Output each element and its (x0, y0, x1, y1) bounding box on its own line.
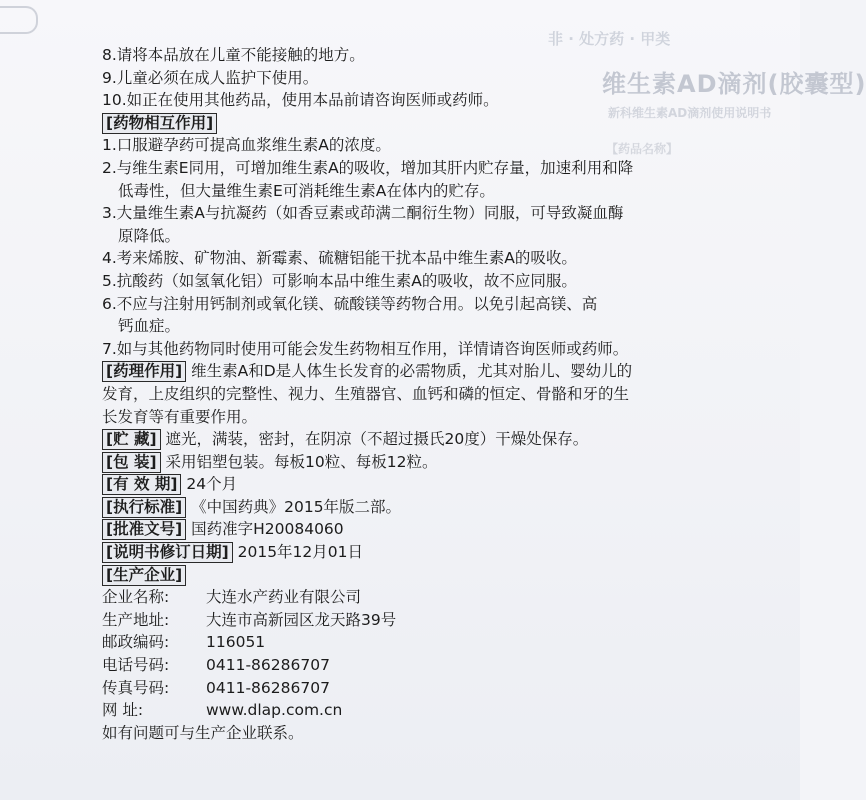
approval-field (102, 518, 702, 541)
pharmacology-section (102, 360, 702, 383)
storage-label: [贮 藏] (102, 429, 161, 450)
interactions-list (102, 134, 702, 360)
validity-label: [有 效 期] (102, 474, 181, 495)
pharmacology-text: 维生素A和D是人体生长发育的必需物质，尤其对胎儿、婴幼儿的 (191, 362, 633, 381)
pharmacology-heading: [药理作用] (102, 361, 186, 382)
website-row (102, 699, 702, 722)
precaution-item-9: 9.儿童必须在成人监护下使用。 (102, 68, 319, 87)
website-key: 网 址: (102, 701, 144, 720)
postcode-key: 邮政编码: (102, 633, 170, 652)
company-name-value: 大连水产药业有限公司 (206, 588, 362, 607)
package-field (102, 451, 702, 474)
phone-value: 0411-86286707 (206, 656, 330, 675)
contact-footer: 如有问题可与生产企业联系。 (102, 723, 304, 742)
address-value: 大连市高新园区龙天路39号 (206, 610, 397, 629)
revision-date-field (102, 541, 702, 564)
storage-field (102, 428, 702, 451)
postcode-value: 116051 (206, 633, 266, 652)
company-name-key: 企业名称: (102, 588, 170, 607)
interaction-item-3-cont: 原降低。 (118, 226, 181, 245)
phone-key: 电话号码: (102, 656, 170, 675)
precaution-item-10: 10.如正在使用其他药品，使用本品前请咨询医师或药师。 (102, 91, 499, 110)
manufacturer-section (102, 564, 702, 587)
interaction-item-2-cont: 低毒性，但大量维生素E可消耗维生素A在体内的贮存。 (118, 181, 495, 200)
manufacturer-info (102, 586, 702, 744)
otc-logo (0, 6, 38, 34)
interaction-item-3: 3.大量维生素A与抗凝药（如香豆素或茚满二酮衍生物）同服，可导致凝血酶 (102, 204, 624, 223)
interactions-section (102, 112, 702, 135)
interaction-item-5: 5.抗酸药（如氢氧化铝）可影响本品中维生素A的吸收，故不应同服。 (102, 271, 577, 290)
bleed-through-title: 维生素AD滴剂(胶囊型) (602, 70, 866, 98)
revision-date-label: [说明书修订日期] (102, 542, 233, 563)
package-value: 采用铝塑包装。每板10粒、每板12粒。 (165, 452, 438, 471)
interaction-item-6-cont: 钙血症。 (118, 317, 181, 336)
manufacturer-heading: [生产企业] (102, 565, 186, 586)
validity-field (102, 473, 702, 496)
storage-value: 遮光，满装，密封，在阴凉（不超过摄氏20度）干燥处保存。 (165, 430, 589, 449)
postcode-row (102, 631, 702, 654)
standard-value: 《中国药典》2015年版二部。 (191, 497, 402, 516)
company-name-row (102, 586, 702, 609)
package-label: [包 装] (102, 452, 161, 473)
bleed-through-text: 非 · 处方药 · 甲类 (548, 30, 671, 48)
precaution-item-8: 8.请将本品放在儿童不能接触的地方。 (102, 46, 365, 64)
approval-value: 国药准字H20084060 (191, 520, 344, 539)
interaction-item-2: 2.与维生素E同用，可增加维生素A的吸收，增加其肝内贮存量，加速利用和降 (102, 158, 634, 177)
bleed-through-text: 【药品名称】 (606, 142, 679, 156)
interaction-item-4: 4.考来烯胺、矿物油、新霉素、硫糖铝能干扰本品中维生素A的吸收。 (102, 249, 577, 268)
phone-row (102, 654, 702, 677)
interaction-item-6: 6.不应与注射用钙制剂或氧化镁、硫酸镁等药物合用。以免引起高镁、高 (102, 294, 598, 313)
interactions-heading: [药物相互作用] (102, 113, 217, 134)
fax-row (102, 677, 702, 700)
pharmacology-text-cont: 长发育等有重要作用。 (102, 407, 258, 426)
address-key: 生产地址: (102, 610, 170, 629)
website-value: www.dlap.com.cn (206, 701, 343, 720)
standard-label: [执行标准] (102, 497, 186, 518)
revision-date-value: 2015年12月01日 (237, 543, 364, 562)
fax-value: 0411-86286707 (206, 678, 330, 697)
fax-key: 传真号码: (102, 678, 170, 697)
address-row (102, 609, 702, 632)
standard-field (102, 496, 702, 519)
bleed-through-text: 新科维生素AD滴剂使用说明书 (608, 106, 772, 120)
pharmacology-text-cont: 发育，上皮组织的完整性、视力、生殖器官、血钙和磷的恒定、骨骼和牙的生 (102, 384, 630, 403)
leaflet-content (102, 44, 702, 744)
interaction-item-1: 1.口服避孕药可提高血浆维生素A的浓度。 (102, 136, 391, 155)
validity-value: 24个月 (186, 475, 238, 494)
approval-label: [批准文号] (102, 519, 186, 540)
interaction-item-7: 7.如与其他药物同时使用可能会发生药物相互作用，详情请咨询医师或药师。 (102, 339, 629, 358)
